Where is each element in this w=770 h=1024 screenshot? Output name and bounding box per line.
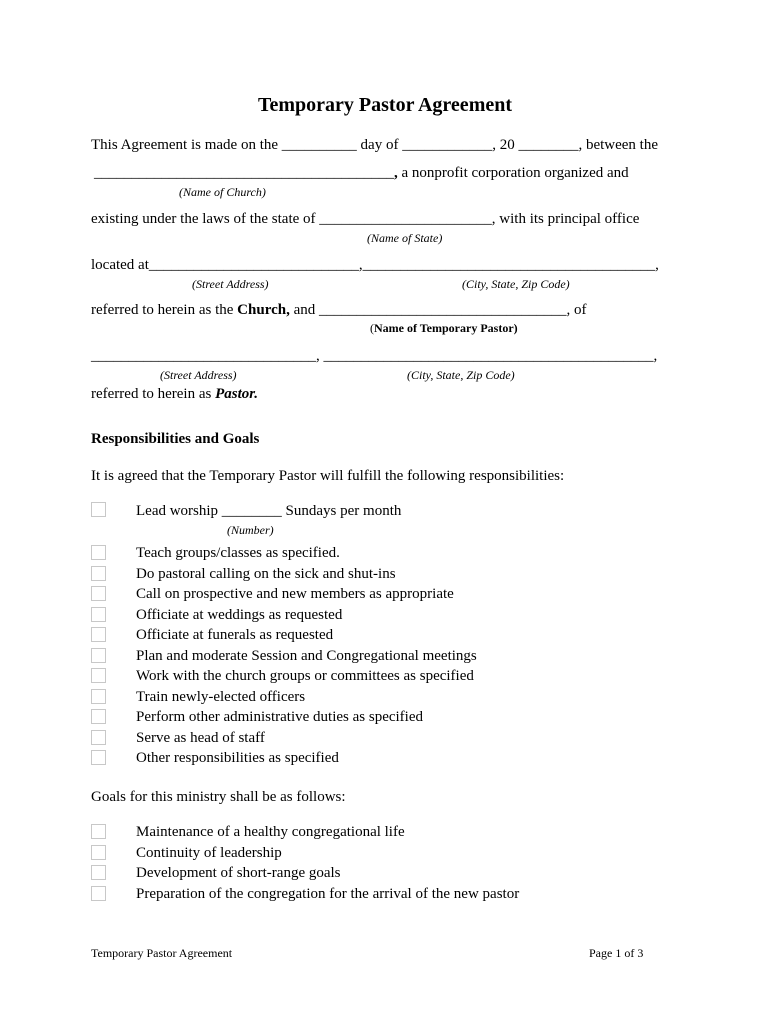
responsibility-checkbox[interactable] bbox=[91, 545, 106, 560]
goal-label: Continuity of leadership bbox=[136, 844, 282, 861]
document-title: Temporary Pastor Agreement bbox=[257, 94, 513, 116]
line5-post: and _________________________________, of bbox=[289, 302, 587, 318]
responsibility-label: Plan and moderate Session and Congregational meetings bbox=[136, 647, 477, 664]
footer-title: Temporary Pastor Agreement bbox=[91, 946, 233, 960]
intro-line-3: existing under the laws of the state of _______________________, with its principal office bbox=[91, 211, 640, 227]
responsibility-checkbox[interactable] bbox=[91, 730, 106, 745]
caption-pastor-bold: Name of Temporary Pastor) bbox=[374, 321, 518, 335]
responsibility-label: Serve as head of staff bbox=[136, 729, 265, 746]
footer-page-number: Page 1 of 3 bbox=[589, 946, 644, 960]
responsibility-checkbox[interactable] bbox=[91, 709, 106, 724]
goals-intro: Goals for this ministry shall be as follows: bbox=[91, 789, 346, 805]
responsibility-checkbox[interactable] bbox=[91, 627, 106, 642]
comma-bold: , bbox=[394, 165, 398, 181]
goal-checkbox[interactable] bbox=[91, 824, 106, 839]
responsibility-checkbox[interactable] bbox=[91, 586, 106, 601]
lead-worship-checkbox[interactable] bbox=[91, 502, 106, 517]
goal-checkbox[interactable] bbox=[91, 865, 106, 880]
intro-line-1: This Agreement is made on the __________ day of ____________, 20 ________, between the bbox=[91, 137, 658, 153]
intro-line-6: ______________________________, ____________________________________________, bbox=[91, 348, 658, 364]
responsibility-checkbox[interactable] bbox=[91, 566, 106, 581]
line5-pre: referred to herein as the bbox=[91, 302, 238, 318]
line7-pre: referred to herein as bbox=[91, 386, 216, 402]
responsibility-label: Do pastoral calling on the sick and shut-ins bbox=[136, 565, 396, 582]
responsibility-label: Work with the church groups or committees as specified bbox=[136, 668, 474, 684]
lead-worship-label: Lead worship ________ Sundays per month bbox=[136, 503, 402, 519]
intro-line-2 bbox=[94, 164, 629, 182]
goal-label: Maintenance of a healthy congregational life bbox=[136, 824, 405, 840]
responsibility-checkbox[interactable] bbox=[91, 750, 106, 765]
responsibility-label: Train newly-elected officers bbox=[136, 688, 306, 705]
goal-checkbox[interactable] bbox=[91, 845, 106, 860]
responsibility-label: Perform other administrative duties as specified bbox=[136, 709, 423, 725]
responsibility-checkbox[interactable] bbox=[91, 648, 106, 663]
goal-label: Development of short-range goals bbox=[136, 865, 341, 881]
caption-street-address: (Street Address) bbox=[192, 277, 269, 291]
responsibility-label: Officiate at funerals as requested bbox=[136, 627, 334, 643]
responsibility-label: Other responsibilities as specified bbox=[136, 750, 339, 766]
section-heading: Responsibilities and Goals bbox=[91, 431, 260, 447]
church-bold: Church, bbox=[237, 302, 290, 318]
responsibility-checkbox[interactable] bbox=[91, 689, 106, 704]
goal-label: Preparation of the congregation for the arrival of the new pastor bbox=[136, 885, 520, 902]
caption-name-of-church: (Name of Church) bbox=[179, 185, 266, 199]
intro-line-7 bbox=[91, 385, 258, 403]
caption-number: (Number) bbox=[227, 523, 274, 537]
intro-line-2-rest: a nonprofit corporation organized and bbox=[397, 165, 629, 181]
caption-name-of-temporary-pastor bbox=[370, 321, 518, 335]
responsibility-label: Call on prospective and new members as appropriate bbox=[136, 586, 454, 602]
responsibility-label: Teach groups/classes as specified. bbox=[136, 545, 340, 561]
caption-paren: ( bbox=[370, 321, 374, 335]
caption-city-state-zip-2: (City, State, Zip Code) bbox=[407, 368, 515, 382]
caption-city-state-zip: (City, State, Zip Code) bbox=[462, 277, 570, 291]
responsibility-checkbox[interactable] bbox=[91, 607, 106, 622]
church-name-blank[interactable]: ________________________________________ bbox=[94, 165, 394, 181]
pastor-bold-italic: Pastor. bbox=[215, 386, 259, 402]
caption-name-of-state: (Name of State) bbox=[367, 231, 443, 245]
intro-line-4: located at____________________________,_______________________________________, bbox=[91, 257, 659, 273]
responsibility-label: Officiate at weddings as requested bbox=[136, 606, 343, 623]
caption-street-address-2: (Street Address) bbox=[160, 368, 237, 382]
responsibility-checkbox[interactable] bbox=[91, 668, 106, 683]
responsibilities-intro: It is agreed that the Temporary Pastor will fulfill the following responsibilities: bbox=[91, 468, 565, 484]
intro-line-5 bbox=[91, 301, 586, 319]
goal-checkbox[interactable] bbox=[91, 886, 106, 901]
